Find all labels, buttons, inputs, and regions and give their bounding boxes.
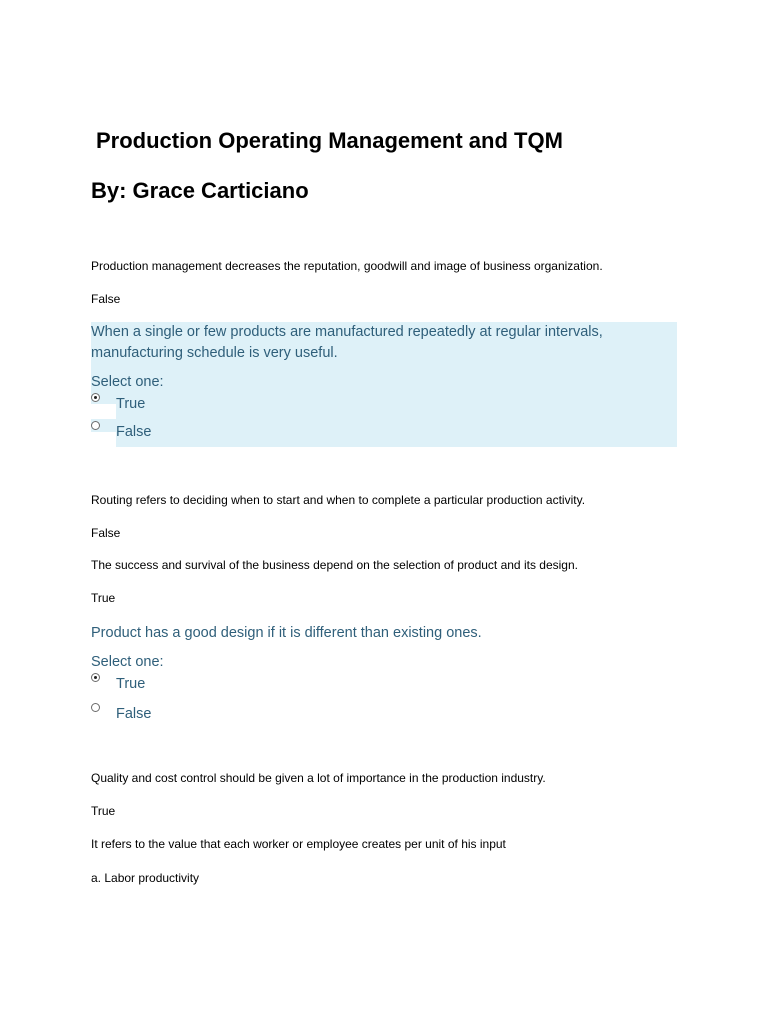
radio-button[interactable] — [91, 703, 100, 712]
radio-mask — [91, 404, 116, 419]
radio-label-true: True — [116, 396, 146, 412]
answer-text: False — [91, 526, 121, 540]
radio-label-false: False — [116, 706, 152, 722]
radio-option-false[interactable] — [91, 701, 482, 729]
quiz-block — [91, 623, 482, 729]
answer-text: True — [91, 591, 116, 605]
document-title: Production Operating Management and TQM — [96, 128, 563, 153]
answer-text: True — [91, 804, 116, 818]
radio-label-false: False — [116, 424, 152, 440]
question-text: It refers to the value that each worker or employee creates per unit of his input — [91, 837, 506, 851]
radio-button-checked[interactable] — [91, 393, 100, 402]
question-text: Production management decreases the reputation, goodwill and image of business organization. — [91, 259, 603, 273]
select-one-label: Select one: — [91, 374, 164, 390]
radio-option-true[interactable] — [91, 671, 482, 701]
quiz-prompt: When a single or few products are manufactured repeatedly at regular intervals, manufacturing schedule is very useful. — [91, 324, 603, 361]
quiz-prompt: Product has a good design if it is different than existing ones. — [91, 625, 482, 641]
question-text: Quality and cost control should be given a lot of importance in the production industry. — [91, 771, 546, 785]
question-text: The success and survival of the business depend on the selection of product and its design. — [91, 558, 578, 572]
radio-label-true: True — [116, 676, 146, 692]
radio-button[interactable] — [91, 421, 100, 430]
document-author: By: Grace Carticiano — [91, 178, 309, 203]
radio-button-checked[interactable] — [91, 673, 100, 682]
question-text: Routing refers to deciding when to start and when to complete a particular production activity. — [91, 493, 586, 507]
answer-text: False — [91, 292, 121, 306]
radio-option-false[interactable] — [91, 419, 677, 447]
radio-option-true[interactable] — [91, 391, 677, 419]
quiz-block — [91, 322, 677, 447]
radio-mask — [91, 432, 116, 447]
select-one-label: Select one: — [91, 654, 164, 670]
answer-text: a. Labor productivity — [91, 871, 200, 885]
